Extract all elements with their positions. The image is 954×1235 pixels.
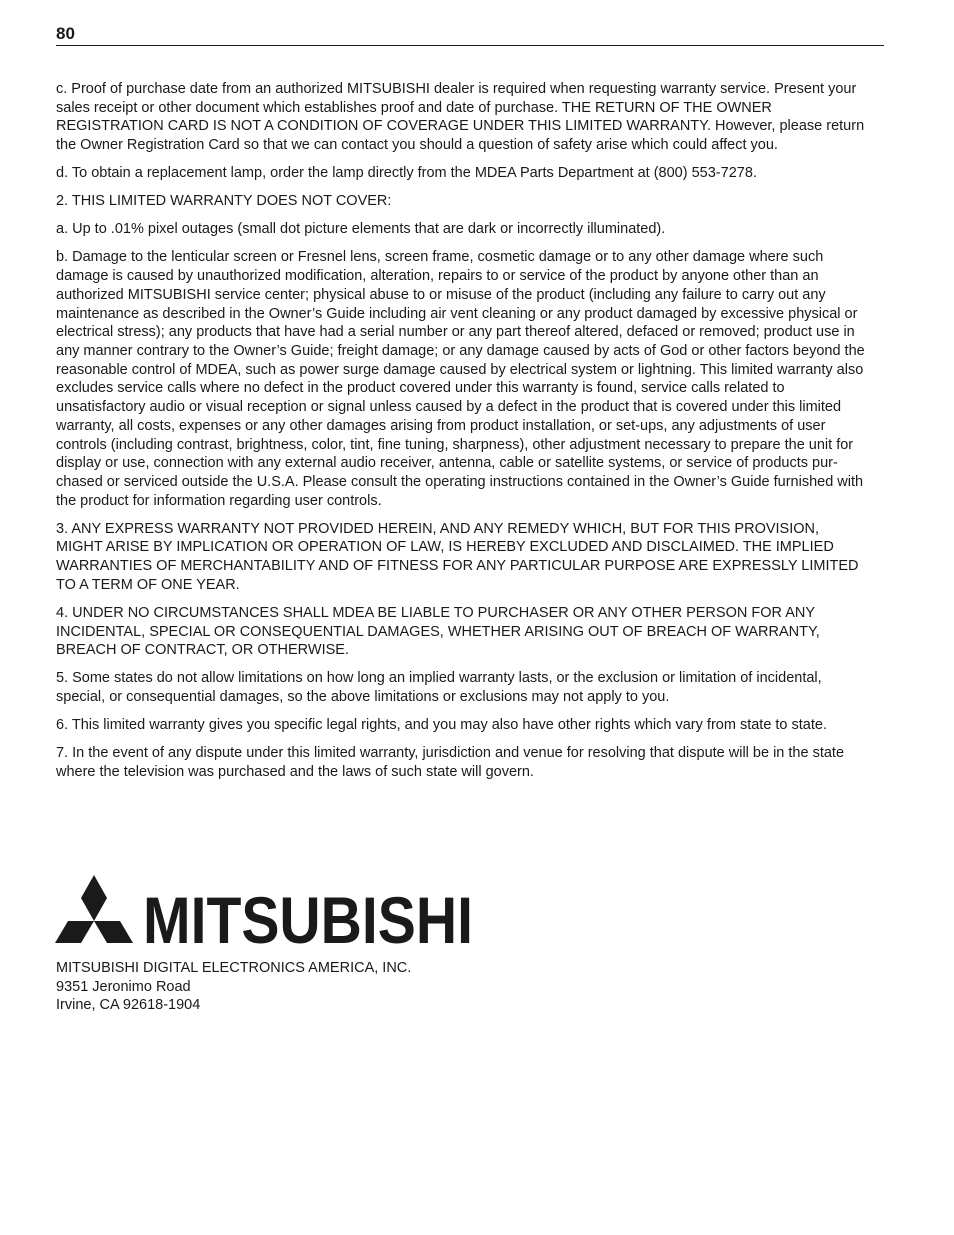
company-address xyxy=(56,959,411,1015)
logo-wordmark: MITSUBISHI xyxy=(143,883,473,957)
logo-graphic xyxy=(56,874,476,957)
city-state-zip: Irvine, CA 92618-1904 xyxy=(56,997,201,1014)
paragraph-4: 4. UNDER NO CIRCUMSTANCES SHALL MDEA BE LIABLE TO PURCHASER OR ANY OTHER PERSON FOR ANY INCIDENTAL, SPECIAL OR CONSEQUENTIAL DAMAGES, WHETHER ARISING OUT OF BREACH OF WARRANTY, BREACH OF CONTRACT, OR OTHERWISE. xyxy=(56,604,820,659)
paragraph-7: 7. In the event of any dispute under this limited warranty, jurisdiction and venue for resolving that dispute will be in the state where the television was purchased and the laws of such state will govern. xyxy=(56,745,845,781)
header-rule xyxy=(56,45,884,46)
paragraph-5: 5. Some states do not allow limitations on how long an implied warranty lasts, or the exclusion or limitation of incidental, special, or consequential damages, so the above limitations or exclusions may not apply to you. xyxy=(56,670,822,706)
three-diamonds-icon xyxy=(55,875,133,943)
street-address: 9351 Jeronimo Road xyxy=(56,978,191,995)
paragraph-2b: b. Damage to the lenticular screen or Fresnel lens, screen frame, cosmetic damage or to any other damage where such damage is caused by unauthorized modification, alteration, repairs to or service of the product by anyone other than an authorized MITSUBISHI service center; physical abuse to or misuse of the product (including any failure to carry out any maintenance as described in the Owner’s Guide including air vent cleaning or any product damaged by excessive physical or electrical stress); any products that have had a serial number or any part thereof altered, defaced or removed; product use in any manner contrary to the Owner’s Guide; freight damage; or any damage caused by acts of God or other factors beyond the reasonable control of MDEA, such as power surge damage caused by electrical system or lightning. This limited warranty also excludes service calls where no defect in the product covered under this warranty is found, service calls related to unsatisfactory audio or visual reception or signal unless caused by a defect in the product that is covered under this limited warranty, all costs, expenses or any other damages arising from product installation, or set-ups, any adjustments of user controls (including contrast, brightness, color, tint, fine tuning, sharpness), other adjustment necessary to prepare the unit for display or use, connection with any external audio receiver, antenna, cable or satellite systems, or service of products purchased or serviced outside the U.S.A. Please consult the operating instructions contained in the Owner’s Guide furnished with the product for information regarding user controls. xyxy=(56,249,865,509)
paragraph-2: 2. THIS LIMITED WARRANTY DOES NOT COVER: xyxy=(56,193,392,210)
paragraph-3: 3. ANY EXPRESS WARRANTY NOT PROVIDED HEREIN, AND ANY REMEDY WHICH, BUT FOR THIS PROVISION, MIGHT ARISE BY IMPLICATION OR OPERATION OF LAW, IS HEREBY EXCLUDED AND DISCLAIMED. THE IMPLIED WARRANTIES OF MERCHANTABILITY AND OF FITNESS FOR ANY PARTICULAR PURPOSE ARE EXPRESSLY LIMITED TO A TERM OF ONE YEAR. xyxy=(56,520,859,593)
paragraph-1d: d. To obtain a replacement lamp, order the lamp directly from the MDEA Parts Department at (800) 553-7278. xyxy=(56,165,757,182)
page-number: 80 xyxy=(56,24,75,43)
paragraph-1c: c. Proof of purchase date from an authorized MITSUBISHI dealer is required when requesting warranty service. Present your sales receipt or other document which establishes proof and date of purchase. THE RETURN OF THE OWNER REGISTRATION CARD IS NOT A CONDITION OF COVERAGE UNDER THIS LIMITED WARRANTY. However, please return the Owner Registration Card so that we can contact you should a question of safety arise which could affect you. xyxy=(56,81,865,154)
company-name: MITSUBISHI DIGITAL ELECTRONICS AMERICA, INC. xyxy=(56,960,412,976)
mitsubishi-logo xyxy=(56,874,476,957)
warranty-text xyxy=(56,80,868,791)
paragraph-2a: a. Up to .01% pixel outages (small dot picture elements that are dark or incorrectly illuminated). xyxy=(56,221,666,238)
paragraph-6: 6. This limited warranty gives you specific legal rights, and you may also have other rights which vary from state to state. xyxy=(56,717,827,734)
